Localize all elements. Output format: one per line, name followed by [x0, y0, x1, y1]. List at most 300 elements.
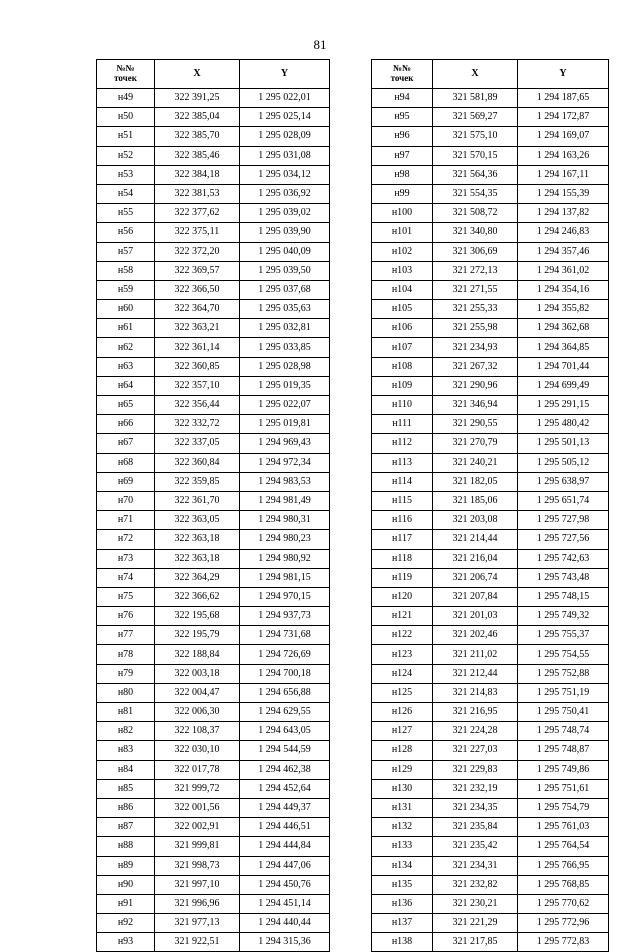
- cell-x: 321 272,13: [433, 261, 518, 280]
- table-row: [97, 894, 330, 913]
- cell-y: 1 295 033,85: [240, 338, 330, 357]
- cell-y: 1 294 155,39: [518, 184, 609, 203]
- cell-y: 1 295 748,74: [518, 722, 609, 741]
- table-row: [372, 396, 609, 415]
- table-row: [372, 280, 609, 299]
- table-row: [372, 818, 609, 837]
- cell-y: 1 294 544,59: [240, 741, 330, 760]
- cell-point-number: н120: [372, 587, 433, 606]
- cell-y: 1 295 752,88: [518, 664, 609, 683]
- table-row: [372, 587, 609, 606]
- cell-point-number: н68: [97, 453, 155, 472]
- table-row: [97, 108, 330, 127]
- table-row: [97, 434, 330, 453]
- table-row: [372, 607, 609, 626]
- table-row: [372, 434, 609, 453]
- cell-point-number: н131: [372, 798, 433, 817]
- table-row: [97, 242, 330, 261]
- cell-y: 1 294 980,31: [240, 511, 330, 530]
- cell-y: 1 294 440,44: [240, 914, 330, 933]
- cell-point-number: н50: [97, 108, 155, 127]
- cell-y: 1 294 357,46: [518, 242, 609, 261]
- cell-y: 1 294 970,15: [240, 587, 330, 606]
- cell-y: 1 295 028,98: [240, 357, 330, 376]
- cell-y: 1 295 727,56: [518, 530, 609, 549]
- cell-x: 321 229,83: [433, 760, 518, 779]
- cell-point-number: н80: [97, 683, 155, 702]
- table-row: [97, 722, 330, 741]
- cell-x: 322 006,30: [155, 703, 240, 722]
- cell-point-number: н138: [372, 933, 433, 952]
- cell-y: 1 294 315,36: [240, 933, 330, 952]
- cell-x: 321 581,89: [433, 89, 518, 108]
- cell-x: 322 004,47: [155, 683, 240, 702]
- table-row: [97, 415, 330, 434]
- table-row: [372, 127, 609, 146]
- cell-x: 321 203,08: [433, 511, 518, 530]
- cell-x: 322 366,50: [155, 280, 240, 299]
- cell-point-number: н74: [97, 568, 155, 587]
- table-row: [372, 165, 609, 184]
- cell-y: 1 295 751,19: [518, 683, 609, 702]
- table-row: [97, 261, 330, 280]
- cell-y: 1 294 167,11: [518, 165, 609, 184]
- table-row: [372, 856, 609, 875]
- cell-point-number: н106: [372, 319, 433, 338]
- cell-point-number: н78: [97, 645, 155, 664]
- cell-y: 1 294 449,37: [240, 798, 330, 817]
- cell-x: 322 357,10: [155, 376, 240, 395]
- cell-x: 321 290,55: [433, 415, 518, 434]
- cell-point-number: н57: [97, 242, 155, 261]
- cell-y: 1 294 981,15: [240, 568, 330, 587]
- header-num-word: точек: [390, 73, 414, 83]
- cell-point-number: н130: [372, 779, 433, 798]
- table-row: [372, 319, 609, 338]
- table-row: [372, 760, 609, 779]
- cell-point-number: н95: [372, 108, 433, 127]
- cell-x: 322 001,56: [155, 798, 240, 817]
- cell-y: 1 294 447,06: [240, 856, 330, 875]
- cell-x: 322 363,18: [155, 549, 240, 568]
- header-x: X: [433, 60, 518, 89]
- table-row: [97, 204, 330, 223]
- cell-x: 321 340,80: [433, 223, 518, 242]
- cell-x: 321 922,51: [155, 933, 240, 952]
- cell-y: 1 294 980,23: [240, 530, 330, 549]
- cell-y: 1 295 651,74: [518, 491, 609, 510]
- cell-y: 1 294 137,82: [518, 204, 609, 223]
- header-y: Y: [518, 60, 609, 89]
- cell-point-number: н107: [372, 338, 433, 357]
- table-row: [97, 453, 330, 472]
- cell-point-number: н97: [372, 146, 433, 165]
- cell-y: 1 295 019,35: [240, 376, 330, 395]
- table-row: [372, 933, 609, 952]
- cell-point-number: н89: [97, 856, 155, 875]
- cell-x: 322 017,78: [155, 760, 240, 779]
- cell-x: 321 235,42: [433, 837, 518, 856]
- cell-y: 1 295 034,12: [240, 165, 330, 184]
- cell-point-number: н79: [97, 664, 155, 683]
- cell-x: 322 385,70: [155, 127, 240, 146]
- table-row: [97, 300, 330, 319]
- cell-y: 1 294 172,87: [518, 108, 609, 127]
- cell-point-number: н91: [97, 894, 155, 913]
- cell-point-number: н88: [97, 837, 155, 856]
- cell-point-number: н69: [97, 472, 155, 491]
- cell-point-number: н76: [97, 607, 155, 626]
- cell-y: 1 294 462,38: [240, 760, 330, 779]
- table-row: [97, 741, 330, 760]
- cell-point-number: н59: [97, 280, 155, 299]
- cell-x: 322 363,21: [155, 319, 240, 338]
- header-point-number: [97, 60, 155, 89]
- cell-y: 1 294 643,05: [240, 722, 330, 741]
- cell-point-number: н108: [372, 357, 433, 376]
- table-header-row: [97, 60, 330, 89]
- table-row: [97, 607, 330, 626]
- cell-point-number: н119: [372, 568, 433, 587]
- table-row: [97, 837, 330, 856]
- table-row: [97, 818, 330, 837]
- table-row: [372, 511, 609, 530]
- cell-y: 1 295 025,14: [240, 108, 330, 127]
- cell-point-number: н77: [97, 626, 155, 645]
- table-row: [97, 760, 330, 779]
- cell-y: 1 295 480,42: [518, 415, 609, 434]
- table-row: [372, 741, 609, 760]
- cell-point-number: н55: [97, 204, 155, 223]
- cell-point-number: н84: [97, 760, 155, 779]
- table-row: [97, 165, 330, 184]
- cell-x: 322 385,46: [155, 146, 240, 165]
- table-row: [97, 626, 330, 645]
- table-row: [97, 568, 330, 587]
- cell-point-number: н117: [372, 530, 433, 549]
- table-row: [372, 242, 609, 261]
- cell-y: 1 294 701,44: [518, 357, 609, 376]
- cell-point-number: н67: [97, 434, 155, 453]
- cell-y: 1 294 355,82: [518, 300, 609, 319]
- cell-x: 321 267,32: [433, 357, 518, 376]
- cell-y: 1 295 742,63: [518, 549, 609, 568]
- cell-point-number: н66: [97, 415, 155, 434]
- cell-y: 1 294 361,02: [518, 261, 609, 280]
- cell-point-number: н116: [372, 511, 433, 530]
- table-row: [372, 146, 609, 165]
- table-row: [97, 645, 330, 664]
- cell-point-number: н110: [372, 396, 433, 415]
- header-x: X: [155, 60, 240, 89]
- cell-point-number: н137: [372, 914, 433, 933]
- cell-y: 1 294 726,69: [240, 645, 330, 664]
- cell-x: 321 564,36: [433, 165, 518, 184]
- cell-point-number: н111: [372, 415, 433, 434]
- cell-y: 1 295 772,83: [518, 933, 609, 952]
- cell-y: 1 294 937,73: [240, 607, 330, 626]
- cell-x: 321 224,28: [433, 722, 518, 741]
- cell-y: 1 294 163,26: [518, 146, 609, 165]
- table-row: [372, 376, 609, 395]
- cell-point-number: н85: [97, 779, 155, 798]
- cell-x: 321 201,03: [433, 607, 518, 626]
- cell-x: 322 002,91: [155, 818, 240, 837]
- cell-x: 321 575,10: [433, 127, 518, 146]
- table-row: [97, 683, 330, 702]
- table-row: [372, 626, 609, 645]
- cell-y: 1 295 755,37: [518, 626, 609, 645]
- table-row: [372, 338, 609, 357]
- table-row: [97, 664, 330, 683]
- cell-y: 1 295 037,68: [240, 280, 330, 299]
- page-number: 81: [313, 37, 327, 52]
- cell-y: 1 295 754,55: [518, 645, 609, 664]
- cell-point-number: н134: [372, 856, 433, 875]
- cell-point-number: н92: [97, 914, 155, 933]
- cell-y: 1 294 452,64: [240, 779, 330, 798]
- cell-point-number: н133: [372, 837, 433, 856]
- cell-x: 321 232,82: [433, 875, 518, 894]
- cell-x: 322 359,85: [155, 472, 240, 491]
- cell-x: 321 207,84: [433, 587, 518, 606]
- table-row: [372, 261, 609, 280]
- cell-x: 322 332,72: [155, 415, 240, 434]
- header-point-number: [372, 60, 433, 89]
- cell-y: 1 295 748,15: [518, 587, 609, 606]
- cell-point-number: н71: [97, 511, 155, 530]
- cell-y: 1 295 754,79: [518, 798, 609, 817]
- cell-x: 321 214,44: [433, 530, 518, 549]
- cell-y: 1 294 981,49: [240, 491, 330, 510]
- table-row: [97, 146, 330, 165]
- cell-x: 321 554,35: [433, 184, 518, 203]
- table-row: [372, 530, 609, 549]
- cell-y: 1 294 187,65: [518, 89, 609, 108]
- cell-y: 1 294 451,14: [240, 894, 330, 913]
- cell-x: 321 234,31: [433, 856, 518, 875]
- cell-x: 322 384,18: [155, 165, 240, 184]
- cell-point-number: н125: [372, 683, 433, 702]
- table-row: [372, 300, 609, 319]
- cell-x: 321 221,29: [433, 914, 518, 933]
- cell-x: 322 369,57: [155, 261, 240, 280]
- cell-x: 321 234,93: [433, 338, 518, 357]
- coordinates-table-right: [371, 59, 609, 952]
- cell-y: 1 294 699,49: [518, 376, 609, 395]
- cell-y: 1 295 770,62: [518, 894, 609, 913]
- cell-x: 321 216,95: [433, 703, 518, 722]
- cell-x: 322 188,84: [155, 645, 240, 664]
- table-row: [372, 472, 609, 491]
- table-row: [97, 89, 330, 108]
- cell-point-number: н124: [372, 664, 433, 683]
- table-row: [97, 127, 330, 146]
- cell-x: 322 385,04: [155, 108, 240, 127]
- cell-y: 1 295 766,95: [518, 856, 609, 875]
- table-row: [372, 491, 609, 510]
- cell-point-number: н49: [97, 89, 155, 108]
- cell-point-number: н126: [372, 703, 433, 722]
- table-row: [372, 357, 609, 376]
- cell-y: 1 295 749,86: [518, 760, 609, 779]
- cell-x: 322 361,70: [155, 491, 240, 510]
- cell-y: 1 294 362,68: [518, 319, 609, 338]
- cell-x: 321 508,72: [433, 204, 518, 223]
- cell-x: 321 999,81: [155, 837, 240, 856]
- cell-x: 322 108,37: [155, 722, 240, 741]
- cell-y: 1 294 980,92: [240, 549, 330, 568]
- cell-y: 1 295 638,97: [518, 472, 609, 491]
- table-row: [372, 108, 609, 127]
- table-row: [372, 89, 609, 108]
- cell-y: 1 294 972,34: [240, 453, 330, 472]
- cell-x: 322 381,53: [155, 184, 240, 203]
- cell-point-number: н99: [372, 184, 433, 203]
- cell-point-number: н112: [372, 434, 433, 453]
- table-body: [372, 89, 609, 952]
- cell-x: 321 569,27: [433, 108, 518, 127]
- table-row: [97, 530, 330, 549]
- table-row: [97, 184, 330, 203]
- cell-x: 321 216,04: [433, 549, 518, 568]
- cell-point-number: н61: [97, 319, 155, 338]
- cell-x: 322 372,20: [155, 242, 240, 261]
- table-row: [97, 914, 330, 933]
- cell-y: 1 294 983,53: [240, 472, 330, 491]
- cell-y: 1 295 764,54: [518, 837, 609, 856]
- table-row: [372, 549, 609, 568]
- header-num-symbol: №№: [392, 63, 412, 74]
- cell-x: 322 360,85: [155, 357, 240, 376]
- cell-x: 321 206,74: [433, 568, 518, 587]
- cell-y: 1 295 750,41: [518, 703, 609, 722]
- table-row: [372, 664, 609, 683]
- cell-x: 322 356,44: [155, 396, 240, 415]
- cell-y: 1 295 727,98: [518, 511, 609, 530]
- cell-point-number: н94: [372, 89, 433, 108]
- cell-y: 1 294 700,18: [240, 664, 330, 683]
- cell-x: 321 996,96: [155, 894, 240, 913]
- cell-point-number: н115: [372, 491, 433, 510]
- cell-y: 1 295 036,92: [240, 184, 330, 203]
- table-body: [97, 89, 330, 952]
- cell-point-number: н83: [97, 741, 155, 760]
- table-row: [97, 587, 330, 606]
- cell-y: 1 294 969,43: [240, 434, 330, 453]
- cell-point-number: н56: [97, 223, 155, 242]
- cell-x: 321 270,79: [433, 434, 518, 453]
- cell-x: 322 030,10: [155, 741, 240, 760]
- cell-point-number: н81: [97, 703, 155, 722]
- cell-point-number: н75: [97, 587, 155, 606]
- cell-x: 322 360,84: [155, 453, 240, 472]
- table-header-row: [372, 60, 609, 89]
- cell-y: 1 295 761,03: [518, 818, 609, 837]
- cell-y: 1 295 748,87: [518, 741, 609, 760]
- cell-x: 321 234,35: [433, 798, 518, 817]
- cell-x: 321 998,73: [155, 856, 240, 875]
- cell-point-number: н63: [97, 357, 155, 376]
- cell-x: 322 364,70: [155, 300, 240, 319]
- header-num-symbol: №№: [116, 63, 135, 74]
- cell-y: 1 294 354,16: [518, 280, 609, 299]
- cell-point-number: н52: [97, 146, 155, 165]
- cell-y: 1 294 629,55: [240, 703, 330, 722]
- cell-point-number: н51: [97, 127, 155, 146]
- cell-y: 1 295 039,02: [240, 204, 330, 223]
- cell-y: 1 295 035,63: [240, 300, 330, 319]
- table-row: [97, 280, 330, 299]
- cell-point-number: н93: [97, 933, 155, 952]
- cell-x: 321 999,72: [155, 779, 240, 798]
- table-row: [372, 453, 609, 472]
- table-row: [372, 722, 609, 741]
- cell-point-number: н58: [97, 261, 155, 280]
- cell-x: 321 235,84: [433, 818, 518, 837]
- cell-x: 321 346,94: [433, 396, 518, 415]
- table-row: [97, 338, 330, 357]
- cell-point-number: н60: [97, 300, 155, 319]
- cell-y: 1 295 028,09: [240, 127, 330, 146]
- cell-point-number: н82: [97, 722, 155, 741]
- cell-y: 1 295 749,32: [518, 607, 609, 626]
- cell-x: 321 255,33: [433, 300, 518, 319]
- header-y: Y: [240, 60, 330, 89]
- cell-point-number: н129: [372, 760, 433, 779]
- cell-point-number: н53: [97, 165, 155, 184]
- cell-point-number: н121: [372, 607, 433, 626]
- cell-x: 321 182,05: [433, 472, 518, 491]
- table-row: [372, 568, 609, 587]
- cell-x: 321 240,21: [433, 453, 518, 472]
- cell-point-number: н127: [372, 722, 433, 741]
- cell-x: 321 230,21: [433, 894, 518, 913]
- cell-y: 1 294 656,88: [240, 683, 330, 702]
- cell-y: 1 294 246,83: [518, 223, 609, 242]
- table-row: [372, 798, 609, 817]
- table-row: [97, 376, 330, 395]
- table-row: [372, 837, 609, 856]
- table-row: [372, 779, 609, 798]
- cell-point-number: н122: [372, 626, 433, 645]
- table-row: [97, 319, 330, 338]
- cell-x: 321 290,96: [433, 376, 518, 395]
- cell-point-number: н64: [97, 376, 155, 395]
- cell-point-number: н104: [372, 280, 433, 299]
- cell-point-number: н103: [372, 261, 433, 280]
- cell-point-number: н72: [97, 530, 155, 549]
- table-row: [372, 875, 609, 894]
- cell-y: 1 294 450,76: [240, 875, 330, 894]
- cell-x: 321 185,06: [433, 491, 518, 510]
- cell-point-number: н123: [372, 645, 433, 664]
- cell-y: 1 295 751,61: [518, 779, 609, 798]
- cell-point-number: н114: [372, 472, 433, 491]
- table-row: [97, 933, 330, 952]
- table-row: [97, 396, 330, 415]
- cell-y: 1 294 446,51: [240, 818, 330, 837]
- table-row: [97, 779, 330, 798]
- cell-point-number: н96: [372, 127, 433, 146]
- cell-x: 321 227,03: [433, 741, 518, 760]
- cell-x: 321 211,02: [433, 645, 518, 664]
- cell-point-number: н102: [372, 242, 433, 261]
- cell-x: 321 217,85: [433, 933, 518, 952]
- cell-x: 322 361,14: [155, 338, 240, 357]
- cell-y: 1 295 505,12: [518, 453, 609, 472]
- cell-y: 1 295 032,81: [240, 319, 330, 338]
